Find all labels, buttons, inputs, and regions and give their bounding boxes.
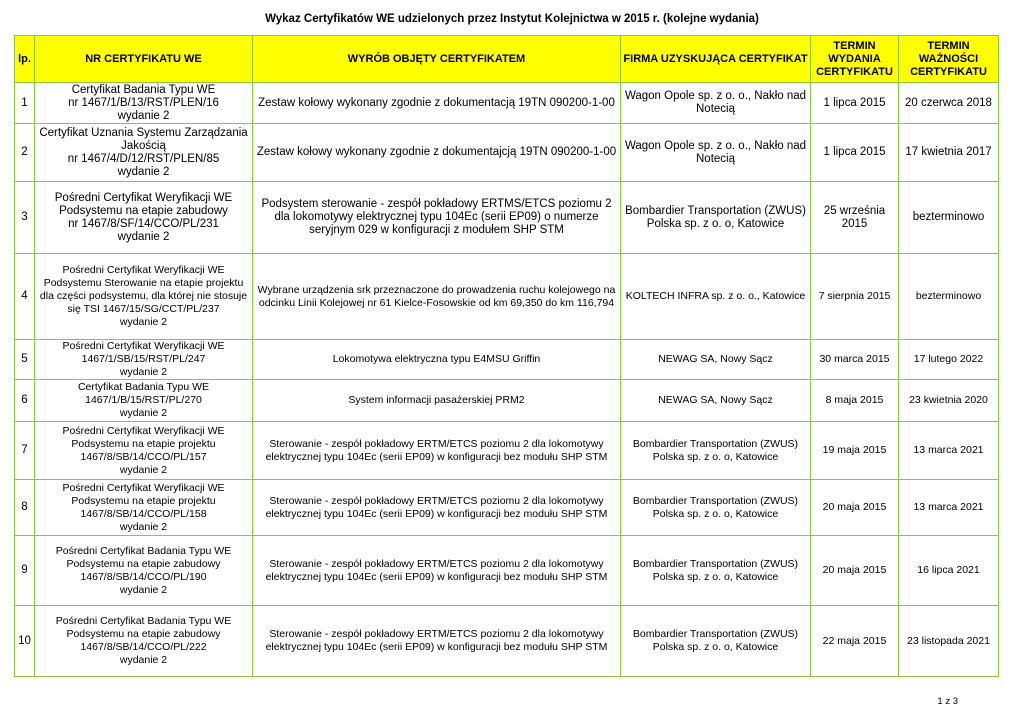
- cell-wydania: 19 maja 2015: [811, 422, 899, 480]
- cell-lp: 10: [15, 606, 35, 677]
- cell-lp: 2: [15, 124, 35, 182]
- cell-wyrob: Sterowanie - zespół pokładowy ERTM/ETCS poziomu 2 dla lokomotywy elektrycznej typu 104Ec (serii EP09) w konfiguracji bez modułu SHP STM: [253, 422, 621, 480]
- cell-wydania: 8 maja 2015: [811, 380, 899, 422]
- cell-nr: Pośredni Certyfikat Badania Typu WE Podsystemu na etapie zabudowy 1467/8/SB/14/CCO/PL/222 wydanie 2: [35, 606, 253, 677]
- document-title: Wykaz Certyfikatów WE udzielonych przez Instytut Kolejnictwa w 2015 r. (kolejne wydania): [265, 13, 759, 25]
- cell-lp: 8: [15, 480, 35, 536]
- cell-firma: NEWAG SA, Nowy Sącz: [621, 380, 811, 422]
- cell-nr: Pośredni Certyfikat Weryfikacji WE Podsystemu na etapie zabudowy nr 1467/8/SF/14/CCO/PL/231 wydanie 2: [35, 182, 253, 254]
- cell-wydania: 1 lipca 2015: [811, 83, 899, 124]
- cell-wydania: 30 marca 2015: [811, 340, 899, 380]
- cell-nr: Pośredni Certyfikat Badania Typu WE Podsystemu na etapie zabudowy 1467/8/SB/14/CCO/PL/190 wydanie 2: [35, 536, 253, 606]
- cell-lp: 9: [15, 536, 35, 606]
- header-nr: NR CERTYFIKATU WE: [35, 36, 253, 83]
- cell-nr: Certyfikat Badania Typu WE 1467/1/B/15/RST/PL/270 wydanie 2: [35, 380, 253, 422]
- cell-firma: NEWAG SA, Nowy Sącz: [621, 340, 811, 380]
- cell-firma: Wagon Opole sp. z o. o., Nakło nad Notecią: [621, 83, 811, 124]
- cell-firma: KOLTECH INFRA sp. z o. o., Katowice: [621, 254, 811, 340]
- cell-waznosci: 20 czerwca 2018: [899, 83, 999, 124]
- table-row: [15, 254, 999, 340]
- cell-nr: Pośredni Certyfikat Weryfikacji WE Podsystemu na etapie projektu 1467/8/SB/14/CCO/PL/158 wydanie 2: [35, 480, 253, 536]
- cell-lp: 6: [15, 380, 35, 422]
- cell-wydania: 1 lipca 2015: [811, 124, 899, 182]
- table-row: [15, 606, 999, 677]
- cell-firma: Bombardier Transportation (ZWUS) Polska sp. z o. o, Katowice: [621, 480, 811, 536]
- table-row: [15, 182, 999, 254]
- cell-wyrob: Sterowanie - zespół pokładowy ERTM/ETCS poziomu 2 dla lokomotywy elektrycznej typu 104Ec (serii EP09) w konfiguracji bez modułu SHP STM: [253, 606, 621, 677]
- cell-wyrob: Zestaw kołowy wykonany zgodnie z dokumentajcją 19TN 090200-1-00: [253, 124, 621, 182]
- cell-nr: Certyfikat Badania Typu WE nr 1467/1/B/13/RST/PLEN/16 wydanie 2: [35, 83, 253, 124]
- header-firma: FIRMA UZYSKUJĄCA CERTYFIKAT: [621, 36, 811, 83]
- cell-waznosci: bezterminowo: [899, 254, 999, 340]
- cell-waznosci: 23 kwietnia 2020: [899, 380, 999, 422]
- table-row: [15, 536, 999, 606]
- cell-waznosci: 13 marca 2021: [899, 422, 999, 480]
- table-row: [15, 124, 999, 182]
- cell-wyrob: Sterowanie - zespół pokładowy ERTM/ETCS poziomu 2 dla lokomotywy elektrycznej typu 104Ec (serii EP09) w konfiguracji bez modułu SHP STM: [253, 480, 621, 536]
- certificates-table: [14, 35, 999, 677]
- cell-firma: Bombardier Transportation (ZWUS) Polska sp. z o. o, Katowice: [621, 182, 811, 254]
- header-wyrob: WYRÓB OBJĘTY CERTYFIKATEM: [253, 36, 621, 83]
- cell-wyrob: Sterowanie - zespół pokładowy ERTM/ETCS poziomu 2 dla lokomotywy elektrycznej typu 104Ec (serii EP09) w konfiguracji bez modułu SHP STM: [253, 536, 621, 606]
- cell-wyrob: Lokomotywa elektryczna typu E4MSU Griffin: [253, 340, 621, 380]
- cell-wyrob: Podsystem sterowanie - zespół pokładowy ERTMS/ETCS poziomu 2 dla lokomotywy elektrycznej typu 104Ec (serii EP09) o numerze seryjnym 029 w konfiguracji z modułem SHP STM: [253, 182, 621, 254]
- cell-wyrob: System informacji pasażerskiej PRM2: [253, 380, 621, 422]
- cell-wydania: 22 maja 2015: [811, 606, 899, 677]
- header-row: [15, 36, 999, 83]
- cell-wyrob: Zestaw kołowy wykonany zgodnie z dokumentacją 19TN 090200-1-00: [253, 83, 621, 124]
- cell-firma: Wagon Opole sp. z o. o., Nakło nad Notecią: [621, 124, 811, 182]
- cell-wydania: 20 maja 2015: [811, 536, 899, 606]
- cell-lp: 1: [15, 83, 35, 124]
- cell-wyrob: Wybrane urządzenia srk przeznaczone do prowadzenia ruchu kolejowego na odcinku Linii Kolejowej nr 61 Kielce-Fosowskie od km 69,350 do km 116,794: [253, 254, 621, 340]
- cell-firma: Bombardier Transportation (ZWUS) Polska sp. z o. o, Katowice: [621, 422, 811, 480]
- cell-lp: 4: [15, 254, 35, 340]
- cell-wydania: 7 sierpnia 2015: [811, 254, 899, 340]
- cell-nr: Certyfikat Uznania Systemu Zarządzania Jakością nr 1467/4/D/12/RST/PLEN/85 wydanie 2: [35, 124, 253, 182]
- cell-lp: 3: [15, 182, 35, 254]
- table-row: [15, 380, 999, 422]
- cell-lp: 7: [15, 422, 35, 480]
- cell-nr: Pośredni Certyfikat Weryfikacji WE 1467/1/SB/15/RST/PL/247 wydanie 2: [35, 340, 253, 380]
- cell-waznosci: 13 marca 2021: [899, 480, 999, 536]
- table-row: [15, 480, 999, 536]
- table-row: [15, 83, 999, 124]
- cell-wydania: 25 września 2015: [811, 182, 899, 254]
- table-row: [15, 340, 999, 380]
- cell-waznosci: 23 listopada 2021: [899, 606, 999, 677]
- header-termin-waznosci: TERMIN WAŻNOŚCI CERTYFIKATU: [899, 36, 999, 83]
- table-row: [15, 422, 999, 480]
- cell-wydania: 20 maja 2015: [811, 480, 899, 536]
- header-lp: lp.: [15, 36, 35, 83]
- cell-waznosci: 17 lutego 2022: [899, 340, 999, 380]
- cell-waznosci: 16 lipca 2021: [899, 536, 999, 606]
- cell-nr: Pośredni Certyfikat Weryfikacji WE Podsystemu na etapie projektu 1467/8/SB/14/CCO/PL/157 wydanie 2: [35, 422, 253, 480]
- cell-nr: Pośredni Certyfikat Weryfikacji WE Podsystemu Sterowanie na etapie projektu dla części podsystemu, dla której nie stosuje się TSI 1467/15/SG/CCT/PL/237 wydanie 2: [35, 254, 253, 340]
- cell-waznosci: bezterminowo: [899, 182, 999, 254]
- header-termin-wydania: TERMIN WYDANIA CERTYFIKATU: [811, 36, 899, 83]
- cell-firma: Bombardier Transportation (ZWUS) Polska sp. z o. o, Katowice: [621, 606, 811, 677]
- cell-firma: Bombardier Transportation (ZWUS) Polska sp. z o. o, Katowice: [621, 536, 811, 606]
- cell-waznosci: 17 kwietnia 2017: [899, 124, 999, 182]
- page-number: 1 z 3: [937, 696, 958, 707]
- cell-lp: 5: [15, 340, 35, 380]
